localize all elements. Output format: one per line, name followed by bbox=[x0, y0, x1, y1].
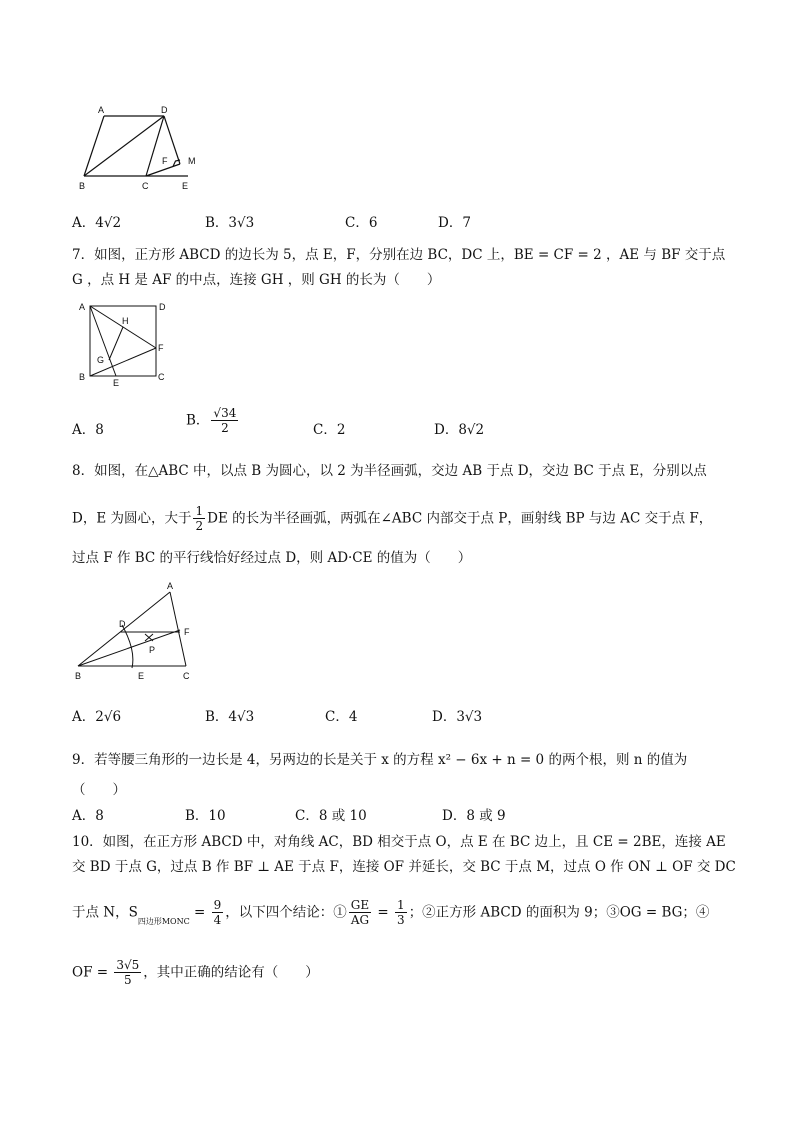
q9-option-c: C．8 或 10 bbox=[295, 808, 367, 824]
fig6-label-f: F bbox=[162, 156, 168, 166]
fig8-label-c: C bbox=[183, 671, 190, 681]
q6-option-b: B．3√3 bbox=[205, 215, 255, 231]
q7-text-line1: 7．如图，正方形 ABCD 的边长为 5，点 E，F，分别在边 BC，DC 上，BE = CF = 2 ，AE 与 BF 交于点 bbox=[72, 247, 726, 263]
q6-option-a: A．4√2 bbox=[72, 215, 122, 231]
q8-half-numerator: 1 bbox=[195, 504, 204, 518]
q9-option-d: D．8 或 9 bbox=[442, 808, 506, 824]
fig6-label-d: D bbox=[161, 105, 168, 115]
q7-text-line2: G ，点 H 是 AF 的中点，连接 GH ，则 GH 的长为（ ） bbox=[72, 272, 441, 288]
q9-text-line2: （ ） bbox=[72, 782, 126, 798]
q10-conclusions-start: ，以下四个结论：① bbox=[225, 904, 347, 921]
figure-q8 bbox=[72, 580, 202, 684]
q10-line4-end: ，其中正确的结论有（ ） bbox=[143, 964, 319, 981]
q7-option-b-denominator: 2 bbox=[221, 421, 229, 435]
q6-option-c: C．6 bbox=[345, 215, 378, 231]
fig7-label-f: F bbox=[158, 343, 164, 353]
q10-conclusions-end: ；②正方形 ABCD 的面积为 9；③OG = BG；④ bbox=[408, 904, 710, 921]
q10-of-denominator: 5 bbox=[123, 973, 132, 987]
q10-text-line3 bbox=[72, 892, 709, 932]
fig7-label-c: C bbox=[158, 372, 165, 382]
q7-option-a: A．8 bbox=[72, 422, 104, 438]
q9-text-line1: 9．若等腰三角形的一边长是 4，另两边的长是关于 x 的方程 x² − 6x + n = 0 的两个根，则 n 的值为 bbox=[72, 752, 688, 768]
q10-third-numerator: 1 bbox=[397, 898, 405, 912]
q7-option-b-fraction bbox=[211, 406, 238, 435]
q7-option-b bbox=[186, 406, 240, 435]
figure-q6 bbox=[76, 102, 206, 194]
q10-ratio-fraction bbox=[349, 898, 371, 927]
q8-option-a: A．2√6 bbox=[72, 709, 122, 725]
fig7-label-h: H bbox=[122, 316, 129, 326]
fig8-label-e: E bbox=[138, 671, 145, 681]
q8-line2-start: D，E 为圆心，大于 bbox=[72, 510, 192, 527]
q7-option-c: C．2 bbox=[313, 422, 346, 438]
q10-area-numerator: 9 bbox=[213, 898, 222, 912]
q10-area-denominator: 4 bbox=[213, 913, 222, 927]
q10-third-fraction bbox=[395, 898, 407, 927]
q8-text-line2 bbox=[72, 500, 712, 536]
fig8-label-d: D bbox=[119, 619, 126, 629]
q10-of-numerator: 3√5 bbox=[116, 958, 140, 972]
fig8-label-a: A bbox=[167, 581, 174, 591]
q10-third-denominator: 3 bbox=[397, 913, 405, 927]
q10-text-line2: 交 BD 于点 G，过点 B 作 BF ⊥ AE 于点 F，连接 OF 并延长，交 BC 于点 M，过点 O 作 ON ⊥ OF 交 DC bbox=[72, 859, 736, 875]
q7-option-d: D．8√2 bbox=[434, 422, 485, 438]
q7-option-b-prefix: B． bbox=[186, 412, 210, 429]
fig7-label-a: A bbox=[79, 302, 86, 312]
figure-q7 bbox=[76, 300, 172, 388]
q10-area-fraction bbox=[212, 898, 224, 927]
q8-half-denominator: 2 bbox=[195, 519, 204, 533]
fig7-label-g: G bbox=[97, 355, 105, 365]
q8-option-d: D．3√3 bbox=[432, 709, 483, 725]
q7-option-b-numerator: √34 bbox=[213, 406, 237, 420]
fig7-label-d: D bbox=[159, 302, 166, 312]
fig8-label-p: P bbox=[149, 645, 156, 655]
q8-option-b: B．4√3 bbox=[205, 709, 255, 725]
q9-option-a: A．8 bbox=[72, 808, 104, 824]
fig6-label-m: M bbox=[188, 156, 196, 166]
q10-line4-start: OF = bbox=[72, 964, 113, 981]
q10-ratio-numerator: GE bbox=[350, 898, 370, 912]
fig7-label-b: B bbox=[79, 372, 86, 382]
q10-equals-2: = bbox=[373, 904, 394, 921]
q8-text-line3: 过点 F 作 BC 的平行线恰好经过点 D，则 AD·CE 的值为（ ） bbox=[72, 550, 472, 566]
q9-option-b: B．10 bbox=[185, 808, 226, 824]
q10-ratio-denominator: AG bbox=[350, 913, 370, 927]
q8-line2-end: DE 的长为半径画弧，两弧在∠ABC 内部交于点 P，画射线 BP 与边 AC 交于点 F， bbox=[207, 510, 713, 527]
fig6-label-b: B bbox=[79, 181, 86, 191]
q10-equals-1: = bbox=[189, 904, 210, 921]
q10-text-line4 bbox=[72, 952, 319, 992]
q8-option-c: C．4 bbox=[325, 709, 358, 725]
fig7-label-e: E bbox=[113, 378, 120, 388]
q8-half-fraction bbox=[193, 504, 205, 533]
fig6-label-e: E bbox=[182, 181, 189, 191]
q10-of-fraction bbox=[114, 958, 141, 987]
fig8-label-b: B bbox=[75, 671, 82, 681]
q8-text-line1: 8．如图，在△ABC 中，以点 B 为圆心，以 2 为半径画弧，交边 AB 于点 D，交边 BC 于点 E，分别以点 bbox=[72, 463, 707, 479]
fig6-label-c: C bbox=[142, 181, 149, 191]
fig6-label-a: A bbox=[98, 105, 105, 115]
q10-text-line1: 10．如图，在正方形 ABCD 中，对角线 AC，BD 相交于点 O，点 E 在 BC 边上，且 CE = 2BE，连接 AE bbox=[72, 834, 726, 850]
q6-option-d: D．7 bbox=[438, 215, 471, 231]
q10-area-subscript: 四边形MONC bbox=[137, 917, 190, 926]
fig8-label-f: F bbox=[184, 627, 190, 637]
q10-line3-start: 于点 N，S bbox=[72, 904, 138, 921]
